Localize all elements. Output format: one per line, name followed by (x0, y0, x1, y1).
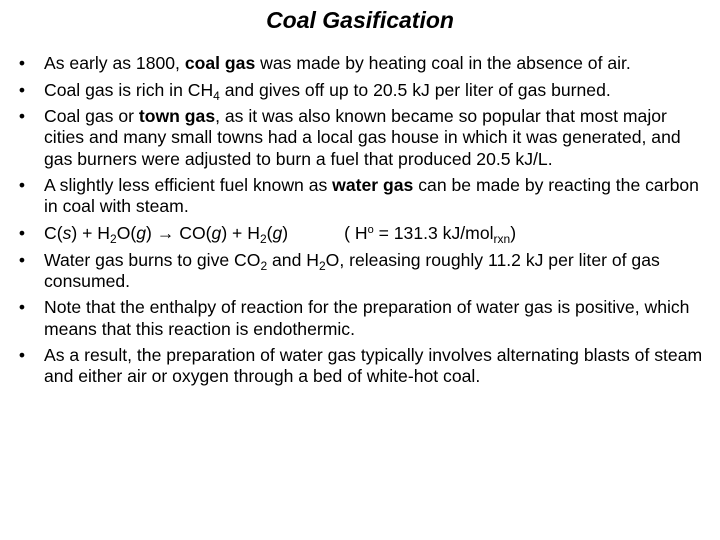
bullet-town-gas (16, 106, 706, 170)
subscript: 2 (259, 231, 267, 246)
eq-run: C( (44, 222, 63, 243)
eq-run: ) → CO( (146, 222, 212, 243)
bullet-coal-gas-energy (16, 80, 706, 101)
text-run: and H (267, 249, 319, 270)
subscript: rxn (493, 231, 511, 246)
bullet-dot: • (18, 345, 26, 366)
text-run: A slightly less efficient fuel known as (44, 175, 333, 196)
bullet-reaction-equation (16, 223, 706, 244)
bullet-coal-gas-history (16, 53, 706, 74)
bullet-list (16, 53, 706, 393)
bullet-dot: • (18, 79, 26, 100)
slide-title: Coal Gasification (266, 7, 454, 33)
bullet-dot: • (18, 175, 26, 196)
text-run: Note that the enthalpy of reaction for the preparation of water gas is positive, which means that this reaction is endothermic. (44, 297, 690, 339)
term-coal-gas: coal gas (184, 53, 256, 73)
bullet-endothermic-note (16, 297, 706, 339)
eq-run: O( (116, 222, 137, 243)
eq-run: ) + H (221, 222, 260, 243)
eq-run: ) (510, 222, 517, 243)
bullet-dot: • (18, 106, 26, 127)
bullet-dot: • (18, 53, 26, 73)
text-run: was made by heating coal in the absence of air. (255, 53, 631, 73)
eq-state: g (211, 222, 222, 243)
bullet-dot: • (18, 249, 26, 270)
bullet-water-gas-intro (16, 175, 706, 217)
eq-run: ( (266, 222, 273, 243)
text-run: Coal gas or (44, 106, 139, 127)
bullet-water-gas-burning (16, 250, 706, 292)
eq-run: ) + H (71, 222, 110, 243)
term-town-gas: town gas (138, 106, 216, 127)
subscript: 2 (110, 231, 117, 246)
eq-run: ) (282, 222, 289, 243)
text-run: Coal gas is rich in CH (44, 79, 214, 100)
subscript: 2 (318, 258, 326, 273)
eq-state: g (136, 222, 147, 243)
text-run: can be made by reacting the carbon in coal with steam. (44, 175, 699, 217)
text-run: As a result, the preparation of water gas typically involves alternating blasts of steam and either air or oxygen through a bed of white-hot coal. (44, 345, 703, 387)
subscript: 4 (213, 88, 220, 103)
eq-run: ( H (344, 222, 368, 243)
text-run: As early as 1800, (44, 53, 185, 73)
subscript: 2 (260, 258, 268, 273)
text-run: and gives off up to 20.5 kJ per liter of gas burned. (219, 79, 611, 100)
eq-run: = 131.3 kJ/mol (373, 222, 494, 243)
bullet-dot: • (18, 222, 26, 243)
bullet-dot: • (18, 297, 26, 318)
text-run: Water gas burns to give CO (44, 249, 261, 270)
term-water-gas: water gas (332, 175, 414, 196)
text-run: , as it was also known became so popular that most major cities and many small towns had a local gas house in which it was generated, and gas burners were adjusted to burn a fuel that produced 20.5 kJ/L. (44, 106, 681, 169)
superscript: o (367, 223, 374, 236)
eq-state: g (272, 222, 283, 243)
eq-state: s (62, 222, 72, 243)
bullet-alternating-blasts (16, 345, 706, 387)
text-run: O, releasing roughly 11.2 kJ per liter of gas consumed. (44, 249, 660, 291)
